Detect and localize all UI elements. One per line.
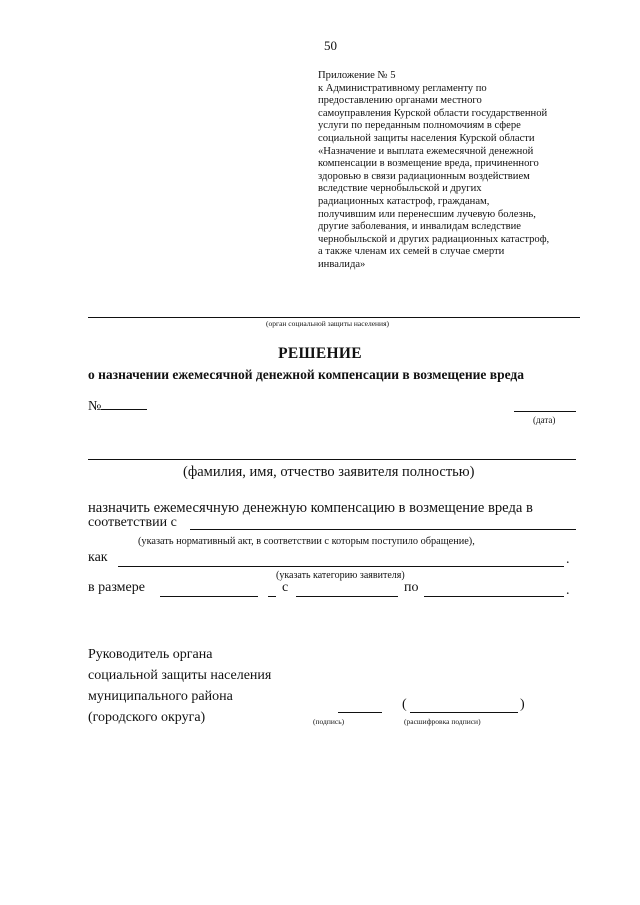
appendix-line: здоровью в связи радиационным воздействием [318,170,530,182]
document-title: РЕШЕНИЕ [278,345,362,362]
from-label: с [282,580,289,595]
appendix-line: чернобыльской и других радиационных катастроф, [318,233,550,245]
category-period: . [566,552,570,567]
applicant-caption: (фамилия, имя, отчество заявителя полностью) [183,464,475,480]
appendix-line: получившим или перенесшим лучевую болезнь, [318,208,536,220]
decode-line [410,712,518,713]
to-line [424,596,564,597]
signature-caption: (подпись) [313,717,345,726]
signer-line: муниципального района [88,689,233,704]
appendix-line: Приложение № 5 [318,70,396,81]
number-label: № [88,399,102,414]
kak-label: как [88,550,108,565]
signer-line: Руководитель органа [88,647,213,662]
signer-line: социальной защиты населения [88,668,272,683]
date-line [514,411,576,412]
signer-block [88,644,271,728]
appendix-line: предоставлению органами местного [318,95,482,107]
document-subtitle: о назначении ежемесячной денежной компенсации в возмещение вреда [88,367,524,382]
decode-caption: (расшифровка подписи) [404,717,481,726]
act-line [190,529,576,530]
amount-label: в размере [88,580,145,595]
appendix-note [318,70,549,272]
decode-close: ) [520,697,525,712]
appendix-line: вследствие чернобыльской и других [318,183,482,195]
amount-line [160,596,258,597]
to-label: по [404,580,419,595]
appendix-line: к Административному регламенту по [318,82,487,94]
signer-line: (городского округа) [88,710,206,725]
amount-period: . [566,583,570,598]
body-line-2 [88,515,177,531]
appendix-line: услуги по переданным полномочиям в сфере [318,120,521,132]
body-line-1: назначить ежемесячную денежную компенсацию в возмещение вреда в [88,500,533,516]
page-number: 50 [324,38,337,53]
act-caption: (указать нормативный акт, в соответствии с которым поступило обращение), [138,536,475,547]
number-blank [101,396,147,410]
date-caption: (дата) [533,415,556,425]
amount-dash [268,596,276,597]
category-line [118,566,564,567]
signature-line [338,712,382,713]
number-field [88,396,147,415]
appendix-line: социальной защиты населения Курской области [318,132,535,144]
organ-line [88,317,580,318]
decode-open: ( [402,697,407,712]
category-caption: (указать категорию заявителя) [276,570,405,581]
appendix-line: а также членам их семей в случае смерти [318,246,505,258]
appendix-line: другие заболевания, и инвалидам вследствие [318,221,522,233]
appendix-line: радиационных катастроф, гражданам, [318,195,490,207]
appendix-line: самоуправления Курской области государственной [318,107,548,119]
applicant-line [88,459,576,460]
organ-caption: (орган социальной защиты населения) [266,319,390,328]
from-line [296,596,398,597]
accordance-label: соответствии с [88,515,177,530]
appendix-line: инвалида» [318,258,366,270]
appendix-line: компенсации в возмещение вреда, причиненного [318,158,539,170]
appendix-line: «Назначение и выплата ежемесячной денежной [318,145,534,157]
